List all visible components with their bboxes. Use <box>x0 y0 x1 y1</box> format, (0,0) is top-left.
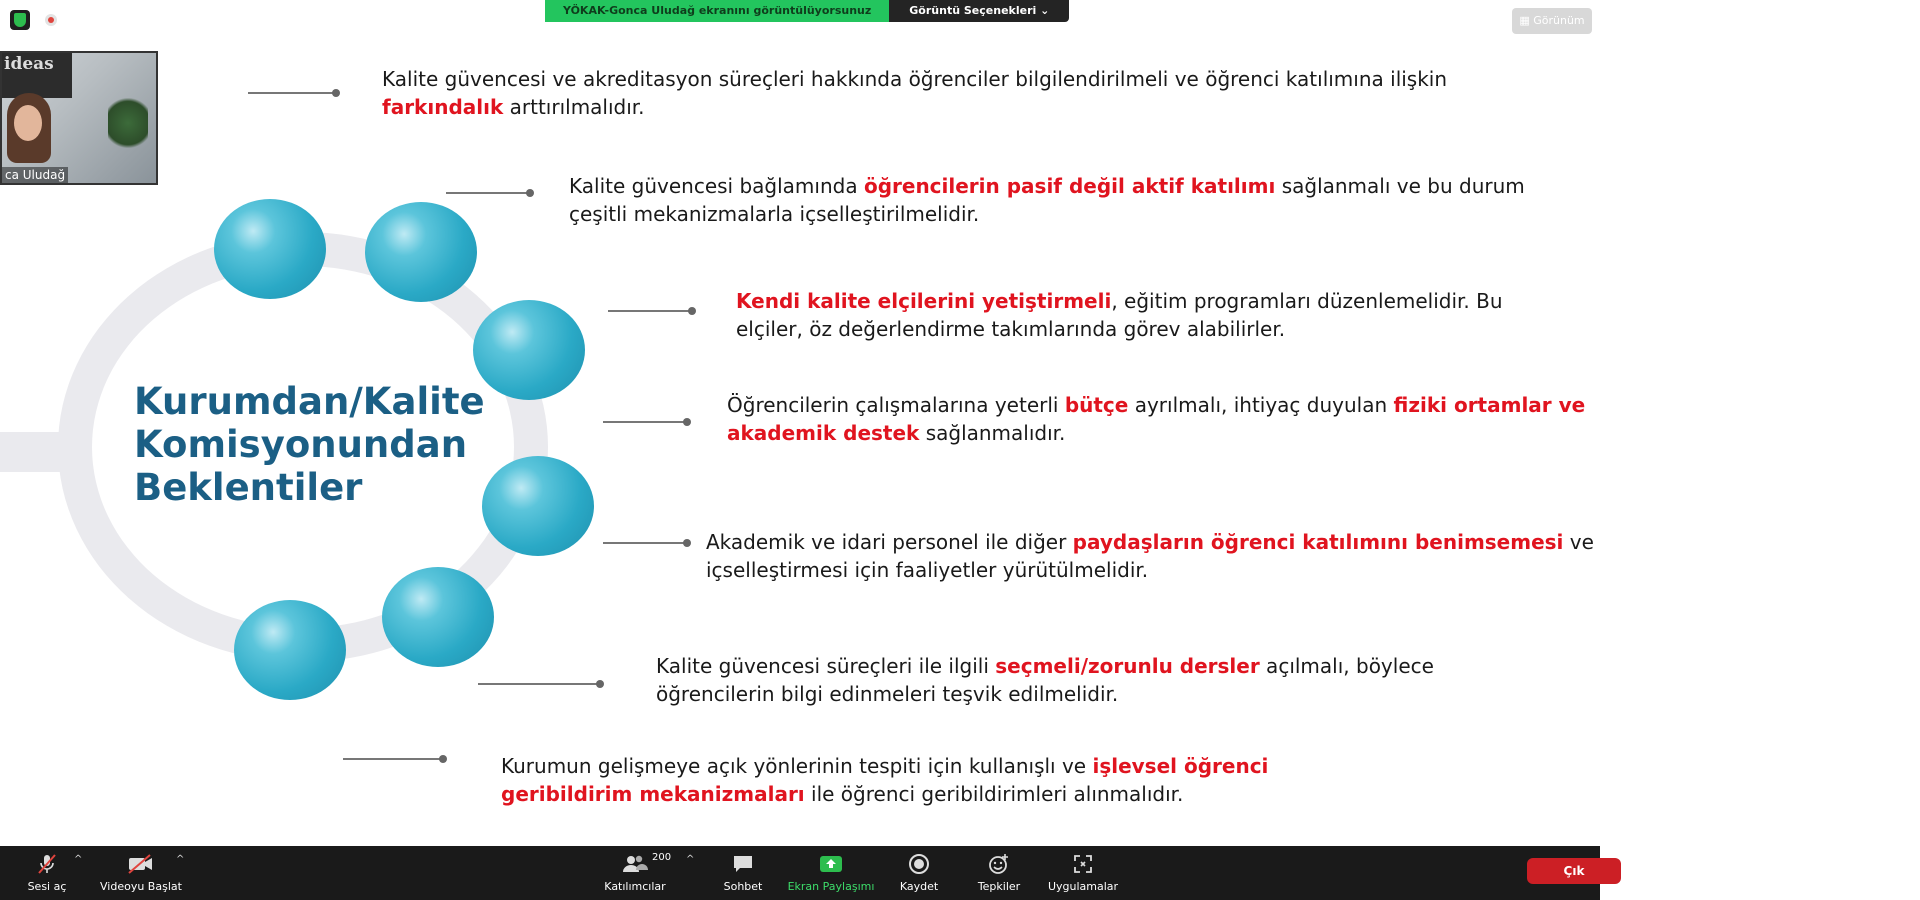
reactions-icon <box>972 852 1026 876</box>
connector-line <box>446 192 530 194</box>
item-text: ayrılmalı, ihtiyaç duyulan <box>1128 393 1394 417</box>
item-highlight: öğrencilerin pasif değil aktif katılımı <box>863 174 1276 198</box>
start-video-label: Videoyu Başlat <box>100 880 182 893</box>
connector-line <box>608 310 692 312</box>
chat-icon <box>718 852 768 876</box>
participant-face <box>14 105 42 141</box>
apps-label: Uygulamalar <box>1047 880 1119 893</box>
item-highlight: seçmeli/zorunlu dersler <box>995 654 1260 678</box>
item-highlight: bütçe <box>1064 393 1129 417</box>
share-screen-icon <box>786 852 876 876</box>
chat-button[interactable] <box>718 846 768 900</box>
item-text: Kurumun gelişmeye açık yönlerinin tespiti için kullanışlı ve <box>501 754 1093 778</box>
item-text: Kalite güvencesi süreçleri ile ilgili <box>656 654 996 678</box>
diagram-bubble <box>382 567 494 667</box>
expectation-item <box>706 528 1596 584</box>
item-text: sağlanmalı ve bu durum çeşitli mekanizmalarla içselleştirilmelidir. <box>569 174 1525 226</box>
connector-line <box>603 421 687 423</box>
apps-button[interactable] <box>1044 846 1122 900</box>
connector-line <box>478 683 600 685</box>
item-text: Akademik ve idari personel ile diğer <box>706 530 1073 554</box>
share-status-text: YÖKAK-Gonca Uludağ ekranını görüntülüyorsunuz <box>545 0 889 22</box>
meeting-toolbar <box>0 846 1600 900</box>
item-highlight: farkındalık <box>382 95 504 119</box>
participants-label: Katılımcılar <box>604 880 666 893</box>
item-text: Kalite güvencesi ve akreditasyon süreçleri hakkında öğrenciler bilgilendirilmeli ve öğrenci katılımına ilişkin <box>382 67 1448 91</box>
share-screen-button[interactable] <box>786 846 876 900</box>
security-shield-icon[interactable] <box>10 10 30 30</box>
participants-button[interactable] <box>600 846 670 900</box>
start-video-button[interactable] <box>100 846 180 900</box>
item-highlight: paydaşların öğrenci katılımını benimsemesi <box>1072 530 1564 554</box>
participant-name: ca Uludağ <box>2 167 68 183</box>
chat-label: Sohbet <box>723 880 763 893</box>
expectation-item <box>656 652 1466 708</box>
record-label: Kaydet <box>899 880 939 893</box>
item-text: arttırılmalıdır. <box>503 95 645 119</box>
view-button[interactable]: ▦ Görünüm <box>1512 8 1592 34</box>
expectation-item <box>382 65 1512 121</box>
expectation-item <box>501 752 1301 808</box>
expectation-item <box>569 172 1589 228</box>
diagram-bubble <box>234 600 346 700</box>
item-text: ve içselleştirmesi için faaliyetler yürütülmelidir. <box>706 530 1594 582</box>
record-button[interactable] <box>892 846 946 900</box>
recording-icon <box>45 14 57 26</box>
item-text: ile öğrenci geribildirimleri alınmalıdır. <box>804 782 1184 806</box>
diagram-bubble <box>473 300 585 400</box>
connector-line <box>343 758 443 760</box>
connector-line <box>603 542 687 544</box>
view-options-button[interactable]: Görüntü Seçenekleri ⌄ <box>889 0 1069 22</box>
reactions-label: Tepkiler <box>977 880 1021 893</box>
audio-options-caret[interactable]: ^ <box>74 854 83 865</box>
video-off-icon <box>100 852 180 876</box>
item-text: açılmalı, böylece öğrencilerin bilgi edinmeleri teşvik edilmelidir. <box>656 654 1434 706</box>
diagram-bubble <box>365 202 477 302</box>
item-text: sağlanmalıdır. <box>919 421 1066 445</box>
item-text: Kalite güvencesi bağlamında <box>569 174 864 198</box>
participants-count: 200 <box>652 852 672 863</box>
leave-button[interactable]: Çık <box>1527 858 1621 884</box>
view-options-label: Görüntü Seçenekleri <box>909 4 1037 17</box>
participant-video-thumbnail[interactable] <box>0 51 158 185</box>
unmute-label: Sesi aç <box>27 880 67 893</box>
share-screen-label: Ekran Paylaşımı <box>787 880 875 893</box>
record-icon <box>892 852 946 876</box>
slide-title: Kurumdan/Kalite Komisyonundan Beklentiler <box>134 380 485 509</box>
reactions-button[interactable] <box>972 846 1026 900</box>
background-plant <box>108 93 148 153</box>
video-options-caret[interactable]: ^ <box>176 854 185 865</box>
apps-icon <box>1044 852 1122 876</box>
connector-line <box>248 92 336 94</box>
background-poster <box>2 53 72 98</box>
participants-icon <box>600 852 670 876</box>
item-text: , eğitim programları düzenlemelidir. Bu elçiler, öz değerlendirme takımlarında görev alabilirler. <box>736 289 1503 341</box>
empty-area <box>1600 0 1920 900</box>
item-highlight: işlevsel öğrenci geribildirim mekanizmaları <box>501 754 1269 806</box>
item-highlight: fiziki ortamlar ve akademik destek <box>727 393 1586 445</box>
diagram-bubble <box>482 456 594 556</box>
expectation-item <box>736 287 1516 343</box>
view-button-label: Görünüm <box>1533 14 1585 27</box>
item-text: Öğrencilerin çalışmalarına yeterli <box>727 393 1065 417</box>
share-banner <box>545 0 1069 22</box>
participants-options-caret[interactable]: ^ <box>686 854 695 865</box>
diagram-bubble <box>214 199 326 299</box>
poster-text: ideas <box>4 54 54 74</box>
microphone-muted-icon <box>20 852 74 876</box>
expectation-item <box>727 391 1597 447</box>
item-highlight: Kendi kalite elçilerini yetiştirmeli <box>736 289 1112 313</box>
unmute-button[interactable] <box>20 846 74 900</box>
